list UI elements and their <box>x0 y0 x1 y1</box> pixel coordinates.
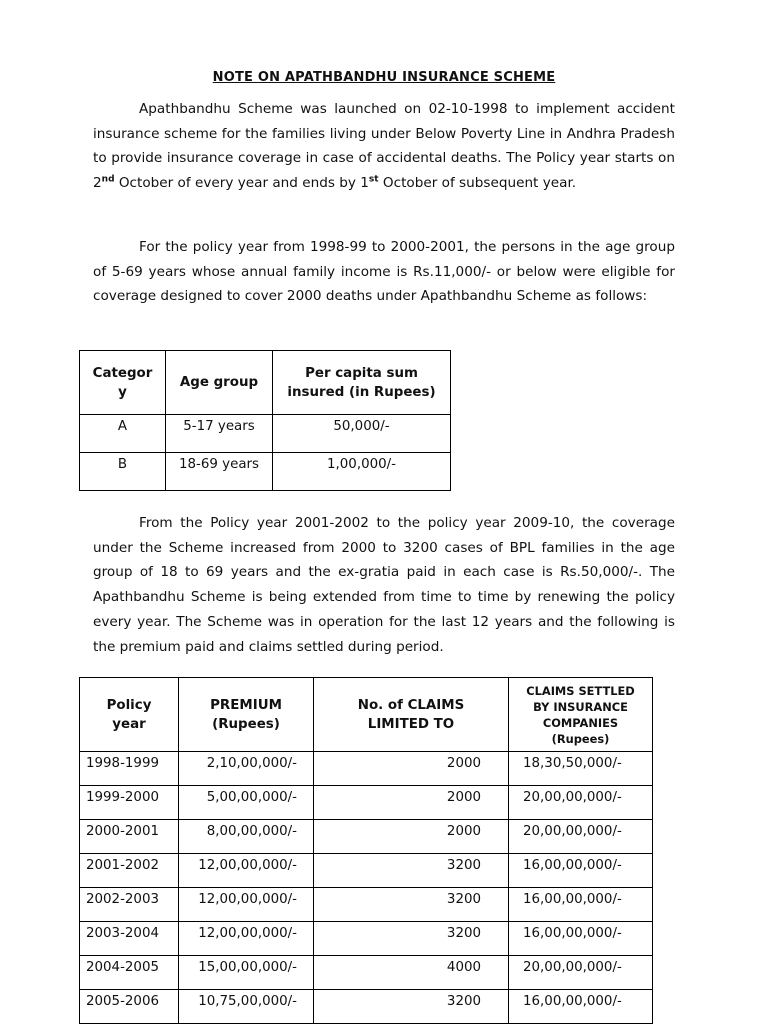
table-row <box>80 990 653 1024</box>
table-row <box>80 922 653 956</box>
cell-claims: 2000 <box>314 820 509 854</box>
cell-claims: 3200 <box>314 854 509 888</box>
cell-settled: 20,00,00,000/- <box>509 820 653 854</box>
cell-settled: 16,00,00,000/- <box>509 922 653 956</box>
cell-age-group: 18-69 years <box>166 453 273 491</box>
table-row <box>80 956 653 990</box>
header-sum-insured: Per capita sum insured (in Rupees) <box>273 351 451 415</box>
cell-premium: 12,00,00,000/- <box>179 854 314 888</box>
table-row <box>80 415 451 453</box>
cell-settled: 20,00,00,000/- <box>509 786 653 820</box>
cell-claims: 3200 <box>314 888 509 922</box>
cell-settled: 18,30,50,000/- <box>509 752 653 786</box>
table-row <box>80 888 653 922</box>
cell-premium: 15,00,00,000/- <box>179 956 314 990</box>
cell-category: A <box>80 415 166 453</box>
table-row <box>80 786 653 820</box>
header-premium: PREMIUM (Rupees) <box>179 678 314 752</box>
cell-settled: 20,00,00,000/- <box>509 956 653 990</box>
cell-category: B <box>80 453 166 491</box>
header-claims-limit: No. of CLAIMS LIMITED TO <box>314 678 509 752</box>
cell-premium: 12,00,00,000/- <box>179 888 314 922</box>
table-row <box>80 453 451 491</box>
cell-year: 1999-2000 <box>80 786 179 820</box>
intro-paragraph: Apathbandhu Scheme was launched on 02-10-1998 to implement accident insurance scheme for the families living under Below Poverty Line in Andhra Pradesh to provide insurance coverage in case of accidental deaths. The Policy year starts on 2nd October of every year and ends by 1st October of subsequent year. <box>93 101 675 192</box>
coverage-table-header <box>80 351 451 415</box>
cell-settled: 16,00,00,000/- <box>509 888 653 922</box>
document-title: NOTE ON APATHBANDHU INSURANCE SCHEME <box>212 70 556 85</box>
cell-premium: 10,75,00,000/- <box>179 990 314 1024</box>
cell-claims: 2000 <box>314 786 509 820</box>
cell-settled: 16,00,00,000/- <box>509 854 653 888</box>
cell-sum: 50,000/- <box>273 415 451 453</box>
cell-year: 2003-2004 <box>80 922 179 956</box>
table-row <box>80 854 653 888</box>
cell-year: 2004-2005 <box>80 956 179 990</box>
cell-year: 2001-2002 <box>80 854 179 888</box>
cell-premium: 8,00,00,000/- <box>179 820 314 854</box>
cell-premium: 12,00,00,000/- <box>179 922 314 956</box>
cell-premium: 2,10,00,000/- <box>179 752 314 786</box>
cell-claims: 3200 <box>314 990 509 1024</box>
cell-claims: 2000 <box>314 752 509 786</box>
cell-settled: 16,00,00,000/- <box>509 990 653 1024</box>
table-row <box>80 752 653 786</box>
cell-age-group: 5-17 years <box>166 415 273 453</box>
cell-year: 2000-2001 <box>80 820 179 854</box>
cell-claims: 3200 <box>314 922 509 956</box>
eligibility-paragraph: For the policy year from 1998-99 to 2000-2001, the persons in the age group of 5-69 years whose annual family income is Rs.11,000/- or below were eligible for coverage designed to cover 2000 deaths under Apathbandhu Scheme as follows: <box>93 239 675 305</box>
cell-sum: 1,00,000/- <box>273 453 451 491</box>
cell-year: 1998-1999 <box>80 752 179 786</box>
cell-premium: 5,00,00,000/- <box>179 786 314 820</box>
coverage-table <box>79 350 451 491</box>
premium-paragraph: From the Policy year 2001-2002 to the policy year 2009-10, the coverage under the Scheme increased from 2000 to 3200 cases of BPL families in the age group of 18 to 69 years and the ex-gratia paid in each case is Rs.50,000/-. The Apathbandhu Scheme is being extended from time to time by renewing the policy every year. The Scheme was in operation for the last 12 years and the following is the premium paid and claims settled during period. <box>93 515 675 655</box>
header-policy-year: Policy year <box>80 678 179 752</box>
header-claims-settled: CLAIMS SETTLED BY INSURANCE COMPANIES (Rupees) <box>509 678 653 752</box>
premium-table-header <box>80 678 653 752</box>
premium-claims-table <box>79 677 653 1024</box>
header-age-group: Age group <box>166 351 273 415</box>
header-category: Categor y <box>80 351 166 415</box>
cell-claims: 4000 <box>314 956 509 990</box>
table-row <box>80 820 653 854</box>
cell-year: 2005-2006 <box>80 990 179 1024</box>
cell-year: 2002-2003 <box>80 888 179 922</box>
